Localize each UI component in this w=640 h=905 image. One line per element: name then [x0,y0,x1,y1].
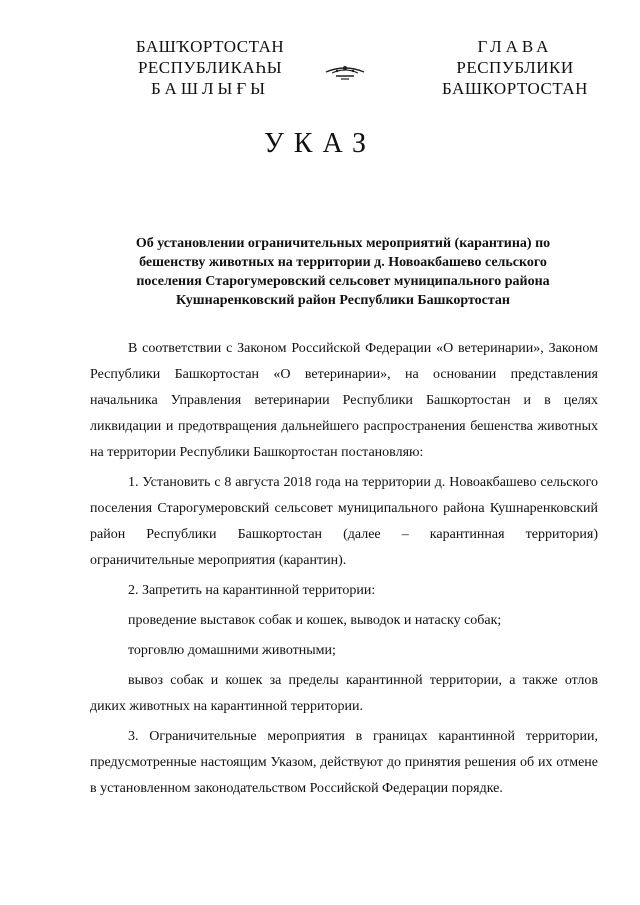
header-left-line: БАШЛЫҒЫ [151,79,269,98]
paragraph-subitem: вывоз собак и кошек за пределы карантинной территории, а также отлов диких животных на карантинной территории. [90,673,598,714]
crown-emblem-icon [322,62,368,84]
paragraph-subitem: торговлю домашними животными; [128,643,336,658]
paragraph-item-3: 3. Ограничительные мероприятия в границах карантинной территории, предусмотренные настоящим Указом, действуют до принятия решения об их отмене в установленном законодательством Российской Федерации порядке. [90,729,598,796]
paragraph-item-1: 1. Установить с 8 августа 2018 года на территории д. Новоакбашево сельского поселения Старогумеровский сельсовет муниципального района Кушнаренковский район Республики Башкортостан (далее – карантинная территория) ограничительные мероприятия (карантин). [90,475,598,568]
header-left-block [125,36,295,99]
document-title: УКАЗ [263,128,377,159]
paragraph-item-2: 2. Запретить на карантинной территории: [128,583,376,598]
header-left-line: БАШҠОРТОСТАН [135,37,285,56]
document-body [90,336,598,802]
header-right-line: БАШКОРТОСТАН [442,79,588,98]
header-right-line: РЕСПУБЛИКИ [456,58,574,77]
header-left-line: РЕСПУБЛИКАҺЫ [137,58,283,77]
header-right-block [430,36,600,99]
paragraph-subitem: проведение выставок собак и кошек, выводок и натаску собак; [128,613,502,628]
paragraph-preamble: В соответствии с Законом Российской Федерации «О ветеринарии», Законом Республики Башкортостан «О ветеринарии», на основании представления начальника Управления ветеринарии Республики Башкортостан и в целях ликвидации и предотвращения дальнейшего распространения бешенства животных на территории Республики Башкортостан постановляю: [90,341,598,460]
document-subject: Об установлении ограничительных мероприятий (карантина) по бешенству животных на территории д. Новоакбашево сельского поселения Старогумеровский сельсовет муниципального района Кушнаренковский район Республики Башкортостан [135,236,551,308]
header-right-line: ГЛАВА [477,37,553,56]
